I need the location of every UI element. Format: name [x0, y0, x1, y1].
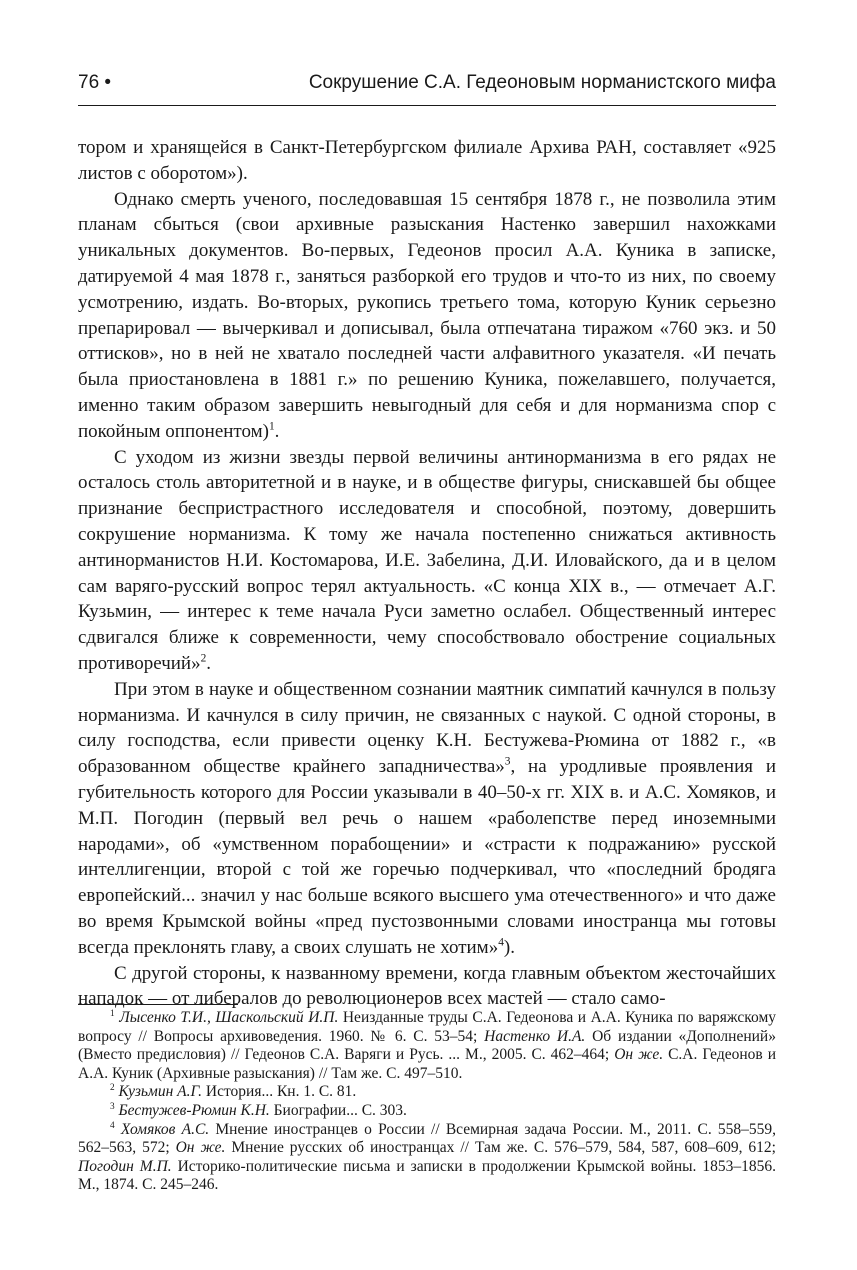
footnote-text: Мнение иностранцев о России // Всемирная задача России. М., 2011. С. 558–559, 562–563, 572;	[78, 1120, 777, 1157]
paragraph-text: С уходом из жизни звезды первой величины антинорманизма в его рядах не осталось столь авторитетной и в науке, и в обществе фигуры, снискавшей бы общее признание беспристрастного исследователя и способной, поэтому, довершить сокрушение норманизма. К тому же начала постепенно снижаться активность антинорманистов Н.И. Костомарова, И.Е. Забелина, Д.И. Иловайского, да и в целом сам варяго-русский вопрос терял актуальность. «С конца XIX в., — отмечает А.Г. Кузьмин, — интерес к теме начала Руси заметно ослабел. Общественный интерес сдвигался ближе к современности, чему способствовало обострение социальных противоречий»	[78, 446, 776, 674]
footnote-rule	[78, 1004, 238, 1005]
footnotes	[78, 1009, 776, 1195]
footnote-1	[78, 1009, 776, 1083]
footnote-text: Биографии... С. 303.	[269, 1101, 407, 1119]
footnote-number: 4	[110, 1120, 115, 1131]
footnote-text: Мнение русских об иностранцах // Там же. С. 576–579, 584, 587, 608–609, 612;	[225, 1139, 776, 1157]
paragraph-3	[78, 445, 776, 677]
footnote-author: Кузьмин А.Г.	[118, 1083, 203, 1101]
paragraph-text: , на уродливые проявления и губительность которого для России указывали в 40–50-х гг. XIX в. и А.С. Хомяков, и М.П. Погодин (первый вел речь о нашем «раболепстве перед иноземными народами», об «умственном порабощении» и «страсти к подражанию» русской интеллигенции, второй с той же горечью подчеркивал, что «последний бродяга европейский... значил у нас больше всякого высшего ума отечественного» и что даже во время Крымской войны «пред пустозвонными словами иностранца мы готовы всегда преклонять главу, а своих слушать не хотим»	[78, 756, 776, 958]
footnote-number: 1	[110, 1008, 115, 1019]
footnote-author: Он же.	[175, 1139, 226, 1157]
paragraph-end: .	[206, 652, 212, 674]
main-text	[78, 135, 776, 1012]
footnote-author: Хомяков А.С.	[120, 1120, 210, 1138]
footnote-text: Историко-политические письма и записки в продолжении Крымской войны. 1853–1856. М., 1874. С. 245–246.	[78, 1157, 777, 1194]
paragraph-end: .	[274, 420, 280, 442]
footnote-author: Лысенко Т.И., Шаскольский И.П.	[119, 1009, 339, 1026]
paragraph-2	[78, 187, 776, 445]
footnote-ref-4[interactable]: 4	[498, 936, 504, 949]
paragraph-text: тором и хранящейся в Санкт-Петербургском филиале Архива РАН, составляет «925 листов с оборотом»).	[78, 137, 776, 184]
footnote-ref-1[interactable]: 1	[268, 420, 275, 433]
footnote-ref-3[interactable]: 3	[504, 755, 511, 768]
header-rule	[78, 105, 776, 106]
footnote-author: Погодин М.П.	[78, 1157, 172, 1175]
footnote-author: Он же.	[614, 1046, 664, 1064]
footnote-4	[78, 1121, 776, 1195]
footnote-author: Бестужев-Рюмин К.Н.	[118, 1101, 270, 1119]
footnote-number: 3	[110, 1101, 115, 1112]
footnote-text: История... Кн. 1. С. 81.	[202, 1083, 357, 1101]
footnote-author: Настенко И.А.	[484, 1027, 586, 1045]
paragraph-text: Однако смерть ученого, последовавшая 15 сентября 1878 г., не позволила этим планам сбыться (свои архивные разыскания Настенко завершил нахожками уникальных документов. Во-первых, Гедеонов просил А.А. Куника в записке, датируемой 4 мая 1878 г., заняться разборкой его трудов и что-то из них, по своему усмотрению, издать. Во-вторых, рукопись третьего тома, которую Куник серьезно препарировал — вычеркивал и дописывал, была отпечатана тиражом «760 экз. и 50 оттисков», но в ней не хватало последней части алфавитного указателя. «И печать была приостановлена в 1881 г.» по решению Куника, пожелавшего, получается, именно таким образом завершить невыгодный для себя и для норманизма спор с покойным оппонентом)	[78, 188, 776, 442]
running-head	[78, 72, 776, 102]
running-head-title: Сокрушение С.А. Гедеоновым норманистского мифа	[308, 72, 776, 93]
paragraph-text: При этом в науке и общественном сознании маятник симпатий качнулся в пользу норманизма. И качнулся в силу причин, не связанных с наукой. С одной стороны, в силу господства, если привести оценку К.Н. Бестужева-Рюмина от 1882 г., «в образованном обществе крайнего западничества»	[78, 678, 776, 778]
footnote-3	[78, 1102, 776, 1121]
footnote-number: 2	[110, 1083, 115, 1094]
footnote-2	[78, 1083, 776, 1102]
paragraph-end: ).	[503, 936, 515, 958]
footnote-text: Неизданные труды С.А. Гедеонова и А.А. Куника по варяжскому вопросу // Вопросы архивоведения. 1960. № 6. С. 53–54;	[78, 1009, 777, 1045]
paragraph-text: С другой стороны, к названному времени, когда главным объектом жесточайших нападок — от либералов до революционеров всех мастей — стало само-	[78, 962, 776, 1010]
footnote-ref-2[interactable]: 2	[200, 652, 207, 665]
page-number: 76 •	[78, 72, 112, 93]
paragraph-1	[78, 135, 776, 187]
footnote-text: Об издании «Дополнений» (Вместо предисловия) // Гедеонов С.А. Варяги и Русь. ... М., 2005. С. 462–464;	[78, 1027, 776, 1064]
paragraph-4	[78, 677, 776, 961]
footnote-text: С.А. Гедеонов и А.А. Куник (Архивные разыскания) // Там же. С. 497–510.	[78, 1046, 776, 1082]
